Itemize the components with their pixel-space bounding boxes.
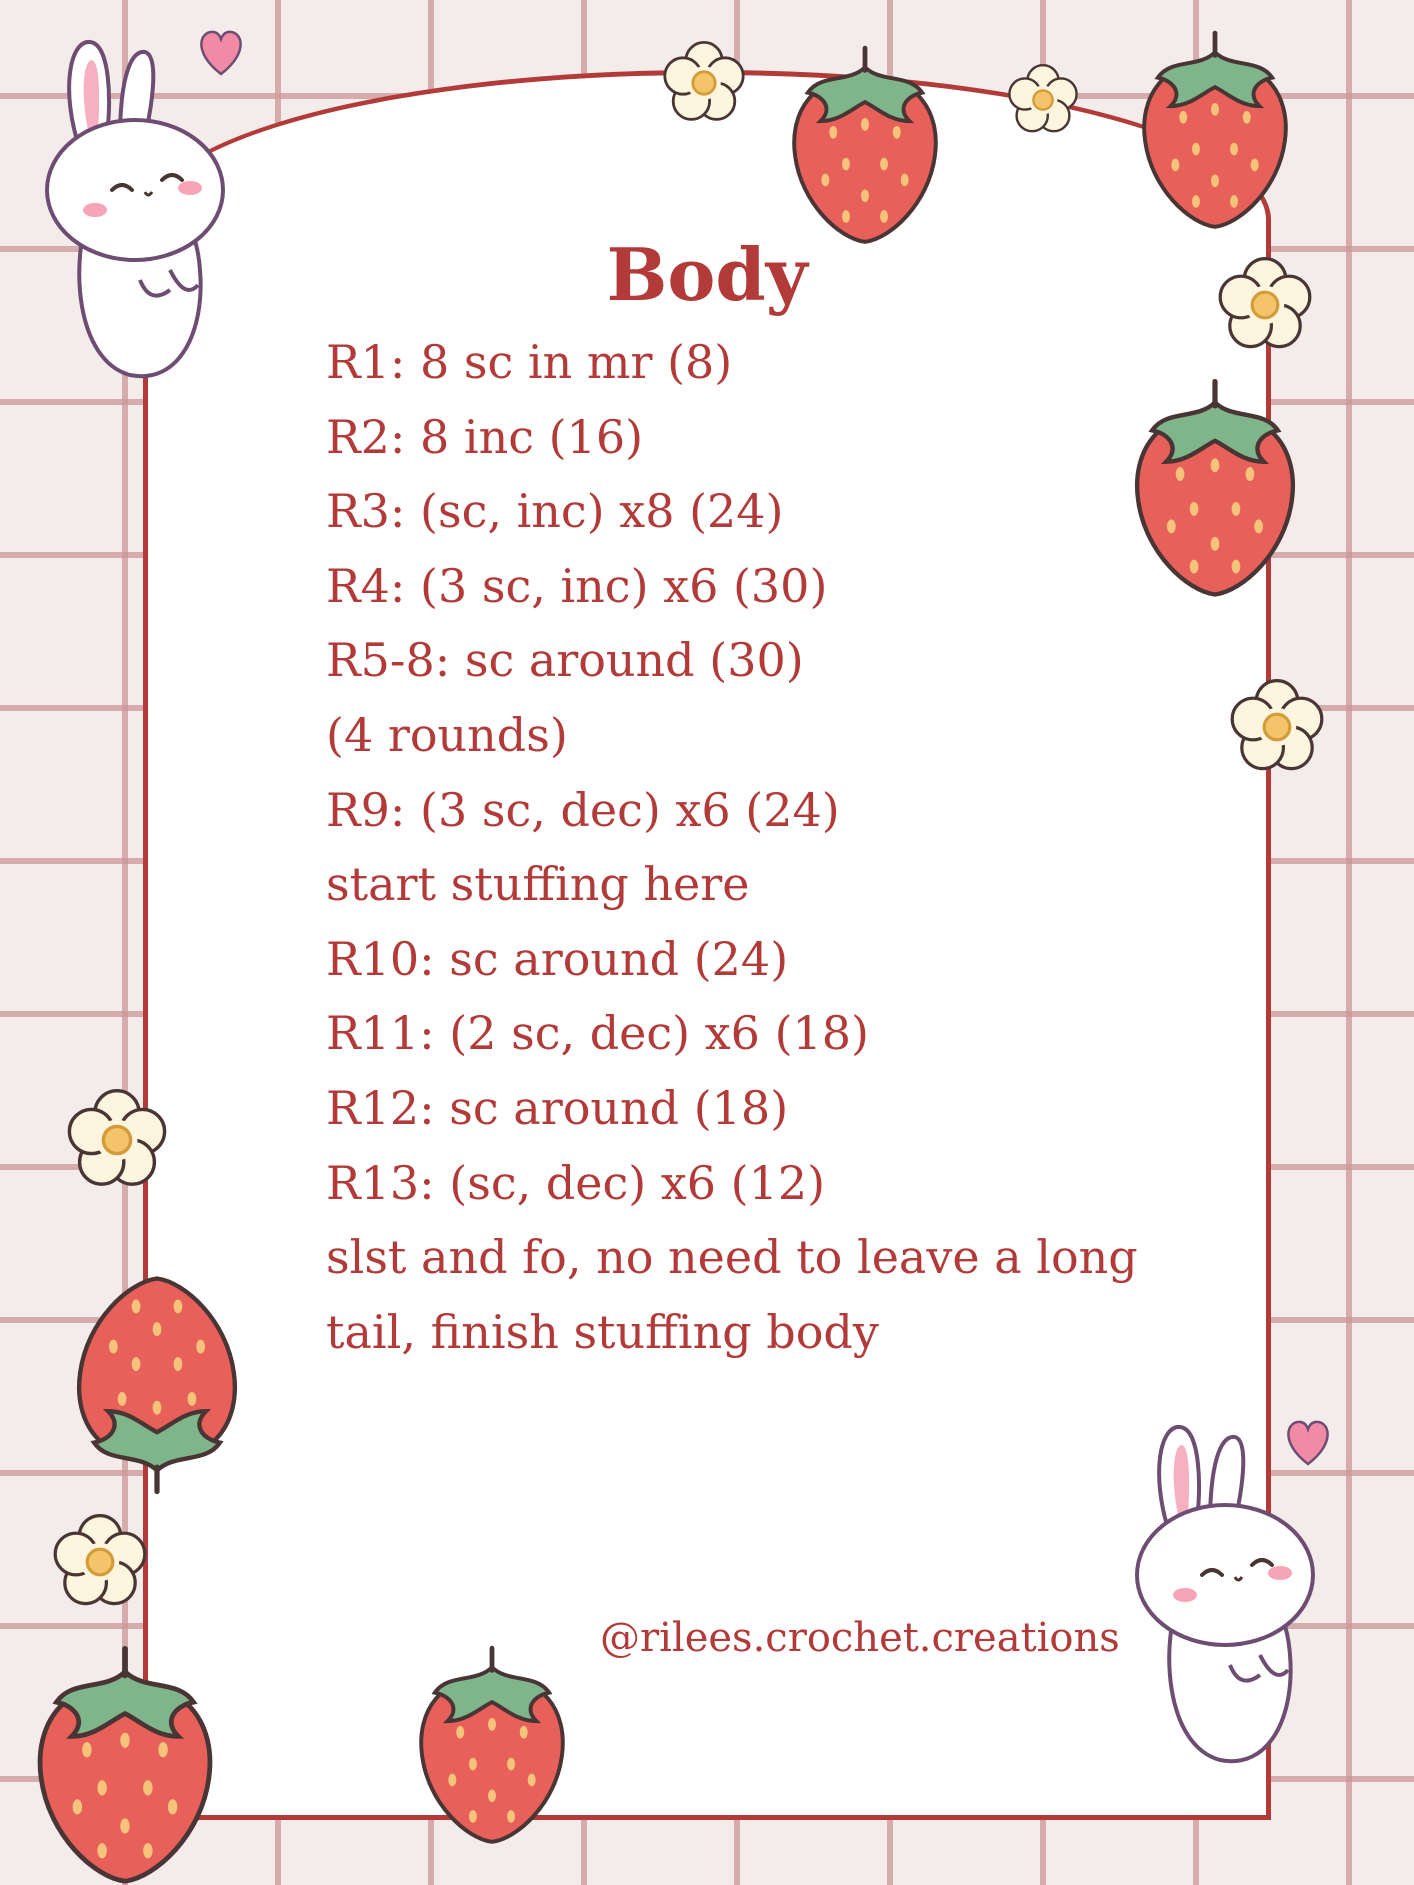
instruction-line: R12: sc around (18) — [326, 1080, 789, 1135]
bunny-top-left-icon — [20, 30, 260, 430]
flower-icon — [44, 1512, 156, 1612]
instruction-line: R13: (sc, dec) x6 (12) — [326, 1155, 826, 1210]
heart-bottom-right-icon — [1283, 1420, 1337, 1470]
strawberry-right-icon — [1120, 378, 1310, 598]
bunny-bottom-right-icon — [1110, 1415, 1350, 1815]
strawberry-bottom-center-icon — [412, 1645, 572, 1845]
flower-icon — [58, 1085, 176, 1195]
page-title: Body — [606, 232, 808, 317]
flower-icon — [1221, 672, 1333, 782]
heart-top-left-icon — [196, 30, 250, 80]
instruction-line: R2: 8 inc (16) — [326, 409, 644, 464]
instruction-line: R1: 8 sc in mr (8) — [326, 335, 733, 389]
instruction-line: R3: (sc, inc) x8 (24) — [326, 484, 784, 539]
credit-handle: @rilees.crochet.creations — [600, 1615, 1120, 1661]
strawberry-bottom-left-icon — [20, 1645, 230, 1885]
strawberry-top-right-icon — [1125, 30, 1305, 230]
instruction-line: R10: sc around (24) — [326, 931, 789, 986]
instruction-line: slst and fo, no need to leave a long — [326, 1230, 1138, 1285]
instruction-line: R11: (2 sc, dec) x6 (18) — [326, 1006, 869, 1061]
instruction-list — [326, 325, 1138, 1369]
instruction-line: tail, finish stuffing body — [326, 1304, 879, 1359]
instruction-line: (4 rounds) — [326, 707, 568, 762]
strawberry-top-icon — [785, 45, 945, 245]
instruction-line: R9: (3 sc, dec) x6 (24) — [326, 782, 840, 837]
flower-icon — [654, 40, 754, 126]
flower-icon — [998, 60, 1088, 140]
instruction-line: start stuffing here — [326, 857, 750, 912]
instruction-line: R4: (3 sc, inc) x6 (30) — [326, 558, 828, 613]
strawberry-left-icon — [62, 1275, 252, 1495]
instruction-line: R5-8: sc around (30) — [326, 633, 804, 688]
